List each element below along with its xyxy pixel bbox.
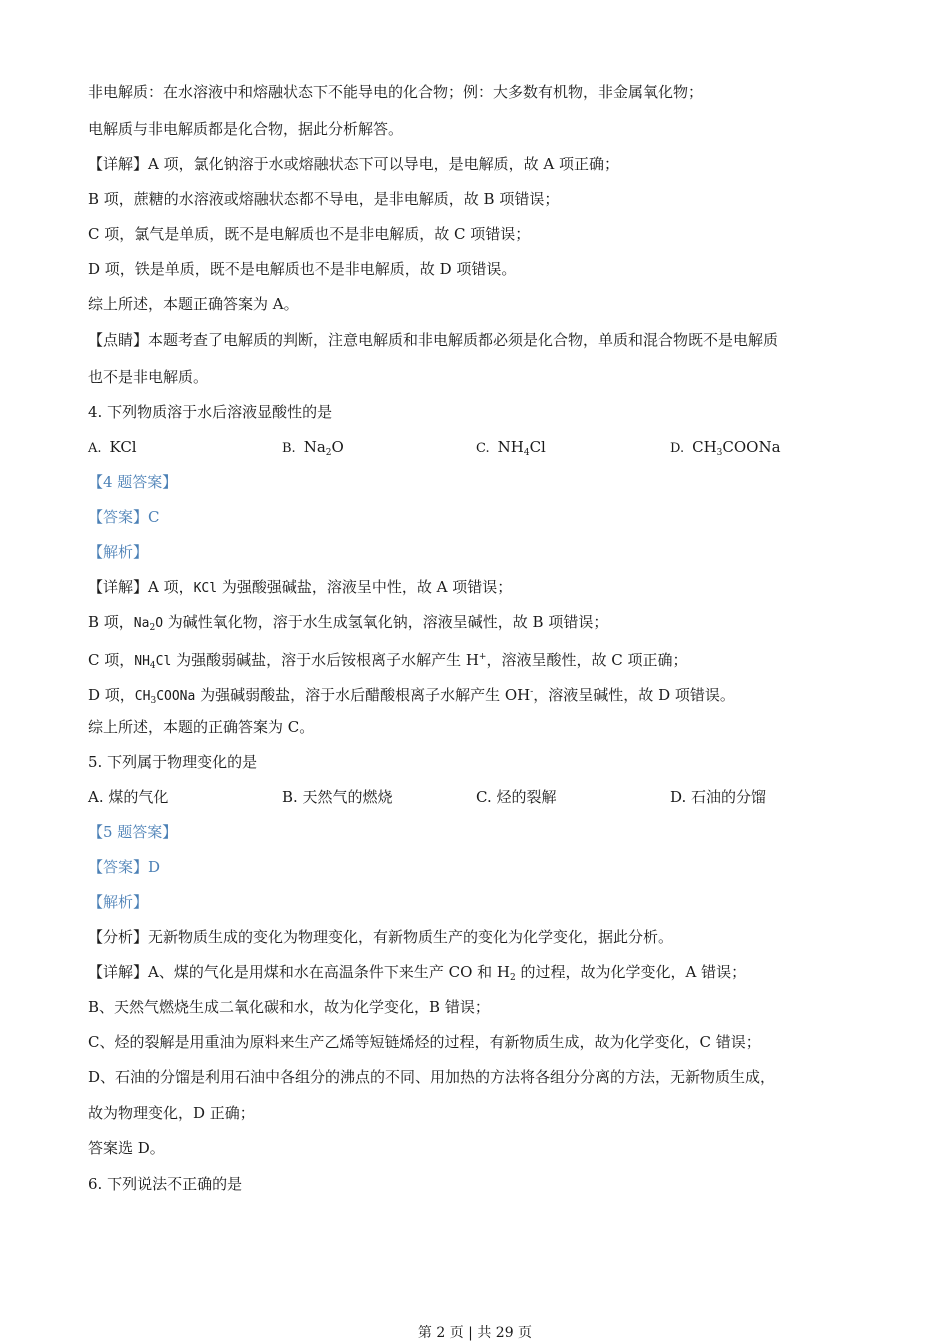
- option-b: B. 天然气的燃烧: [282, 788, 393, 806]
- option-d: [670, 437, 781, 463]
- option-c: [476, 437, 546, 463]
- answer-header: 【4 题答案】: [88, 473, 178, 491]
- detail-text: C 项，: [88, 651, 135, 669]
- detail-text: 为强酸强碱盐，溶液呈中性，故 A 项错误；: [217, 578, 513, 596]
- text-line: 【点睛】本题考查了电解质的判断，注意电解质和非电解质都必须是化合物，单质和混合物既不是电解质: [88, 331, 779, 349]
- formula-subscript: 2: [510, 973, 516, 983]
- detail-line-a: [88, 962, 746, 988]
- option-key: A.: [88, 441, 102, 456]
- formula-part: NH: [497, 438, 524, 456]
- question-stem: 6. 下列说法不正确的是: [88, 1175, 243, 1193]
- text-line: C 项，氯气是单质，既不是电解质也不是非电解质，故 C 项错误；: [88, 225, 531, 243]
- detail-line-c: [88, 647, 687, 676]
- formula-part: O: [331, 438, 344, 456]
- formula-part: CH: [692, 438, 717, 456]
- detail-line-c: C、烃的裂解是用重油为原料来生产乙烯等短链烯烃的过程，有新物质生成，故为化学变化，C 错误；: [88, 1033, 761, 1051]
- option-b: [282, 437, 344, 463]
- detail-text: 【详解】A 项，: [88, 578, 194, 596]
- text-line: 非电解质：在水溶液中和熔融状态下不能导电的化合物；例：大多数有机物，非金属氧化物；: [88, 83, 704, 101]
- text-line: 电解质与非电解质都是化合物，据此分析解答。: [88, 120, 404, 138]
- formula-subscript: 4: [523, 448, 530, 458]
- answer-line: [88, 857, 160, 877]
- formula-part: CH: [134, 689, 151, 704]
- detail-line-a: [88, 577, 512, 599]
- answer-text: 【答案】D: [88, 858, 161, 876]
- formula-part: COONa: [156, 689, 196, 704]
- detail-text: B 项，: [88, 613, 134, 631]
- formula-part: O: [155, 616, 164, 631]
- question-stem: 4. 下列物质溶于水后溶液显酸性的是: [88, 403, 333, 421]
- formula-part: KCl: [193, 581, 218, 596]
- formula-subscript: 4: [149, 661, 156, 671]
- detail-text: 为碱性氧化物，溶于水生成氢氧化钠，溶液呈碱性，故 B 项错误；: [163, 613, 609, 631]
- formula-part: COONa: [722, 438, 781, 456]
- detail-line-b: [88, 612, 608, 638]
- option-key: C.: [476, 441, 490, 456]
- formula-subscript: 3: [716, 448, 723, 458]
- analysis-line: 【分析】无新物质生成的变化为物理变化，有新物质生产的变化为化学变化，据此分析。: [88, 928, 674, 946]
- formula-part: Na: [133, 616, 150, 631]
- option-a: [88, 437, 137, 459]
- formula-superscript: -: [530, 687, 534, 697]
- detail-text: 【详解】A、煤的气化是用煤和水在高温条件下来生产 CO 和 H: [88, 963, 510, 981]
- answer-choice-line: 答案选 D。: [88, 1139, 165, 1157]
- detail-text: 为强碱弱酸盐，溶于水后醋酸根离子水解产生 OH: [195, 686, 531, 704]
- text-line: 【详解】A 项，氯化钠溶于水或熔融状态下可以导电，是电解质，故 A 项正确；: [88, 155, 619, 173]
- option-d: D. 石油的分馏: [670, 788, 767, 806]
- question-stem: 5. 下列属于物理变化的是: [88, 753, 258, 771]
- text-line: D 项，铁是单质，既不是电解质也不是非电解质，故 D 项错误。: [88, 260, 517, 278]
- detail-text: ，溶液呈碱性，故 D 项错误。: [533, 686, 735, 704]
- formula-superscript: +: [478, 652, 487, 662]
- option-a: A. 煤的气化: [88, 788, 169, 806]
- page-footer: 第 2 页 | 共 29 页: [417, 1325, 533, 1341]
- formula-part: Cl: [529, 438, 546, 456]
- detail-line-b: B、天然气燃烧生成二氧化碳和水，故为化学变化，B 错误；: [88, 998, 490, 1016]
- analysis-label: 【解析】: [88, 543, 149, 561]
- formula-part: NH: [134, 654, 150, 669]
- detail-line-d: D、石油的分馏是利用石油中各组分的沸点的不同、用加热的方法将各组分分离的方法，无新物质生成，: [88, 1068, 776, 1086]
- formula-part: Cl: [155, 654, 172, 669]
- detail-text: D 项，: [88, 686, 135, 704]
- text-line: B 项，蔗糖的水溶液或熔融状态都不导电，是非电解质，故 B 项错误；: [88, 190, 560, 208]
- option-text: KCl: [109, 438, 137, 456]
- summary-line: 综上所述，本题的正确答案为 C。: [88, 718, 315, 736]
- detail-line-d: [88, 682, 735, 711]
- detail-line-d-cont: 故为物理变化，D 正确；: [88, 1104, 255, 1122]
- answer-text: 【答案】C: [88, 508, 160, 526]
- analysis-label: 【解析】: [88, 893, 149, 911]
- answer-header: 【5 题答案】: [88, 823, 178, 841]
- formula-subscript: 3: [150, 696, 157, 706]
- detail-text: 的过程，故为化学变化，A 错误；: [515, 963, 747, 981]
- option-c: C. 烃的裂解: [476, 788, 557, 806]
- detail-text: 为强酸弱碱盐，溶于水后铵根离子水解产生 H: [171, 651, 479, 669]
- answer-line: [88, 507, 159, 527]
- option-key: B.: [282, 441, 296, 456]
- formula-subscript: 2: [149, 623, 156, 633]
- formula-part: Na: [303, 438, 326, 456]
- text-line: 也不是非电解质。: [88, 368, 209, 386]
- option-key: D.: [670, 441, 685, 456]
- text-line: 综上所述，本题正确答案为 A。: [88, 295, 299, 313]
- formula-subscript: 2: [325, 448, 332, 458]
- detail-text: ，溶液呈酸性，故 C 项正确；: [486, 651, 688, 669]
